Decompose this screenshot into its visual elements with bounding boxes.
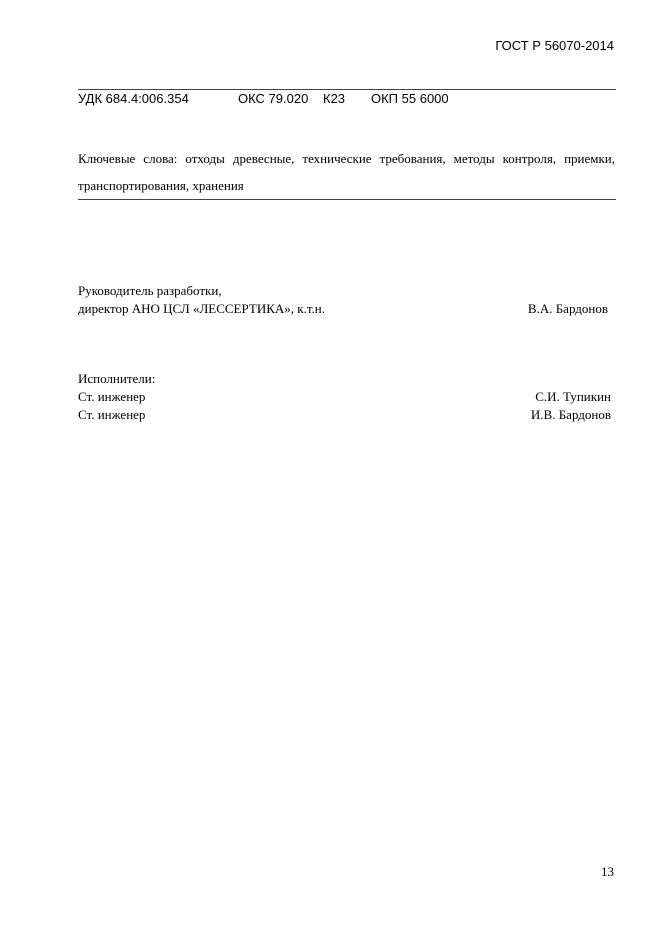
executor-role: Ст. инженер (78, 389, 146, 404)
executor-name: С.И. Тупикин (535, 389, 611, 404)
development-lead-position: директор АНО ЦСЛ «ЛЕССЕРТИКА», к.т.н. (78, 301, 326, 316)
bottom-divider (78, 199, 616, 200)
top-divider (78, 89, 616, 90)
k-code: К23 (323, 91, 346, 106)
page-number: 13 (601, 864, 614, 879)
executor-role: Ст. инженер (78, 407, 146, 422)
document-header-code: ГОСТ Р 56070-2014 (495, 38, 614, 53)
oks-code: ОКС 79.020 (238, 91, 309, 106)
executor-name: И.В. Бардонов (530, 407, 611, 422)
development-lead-name: В.А. Бардонов (527, 301, 608, 316)
classification-row (78, 91, 449, 106)
keywords-text: отходы древесные, технические требования, методы контроля, приемки, транспортирования, хранения (78, 151, 616, 193)
udk-code: УДК 684.4:006.354 (78, 91, 189, 106)
keywords-paragraph (78, 145, 615, 199)
keywords-label: Ключевые слова: (78, 151, 178, 166)
okp-code: ОКП 55 6000 (371, 91, 449, 106)
